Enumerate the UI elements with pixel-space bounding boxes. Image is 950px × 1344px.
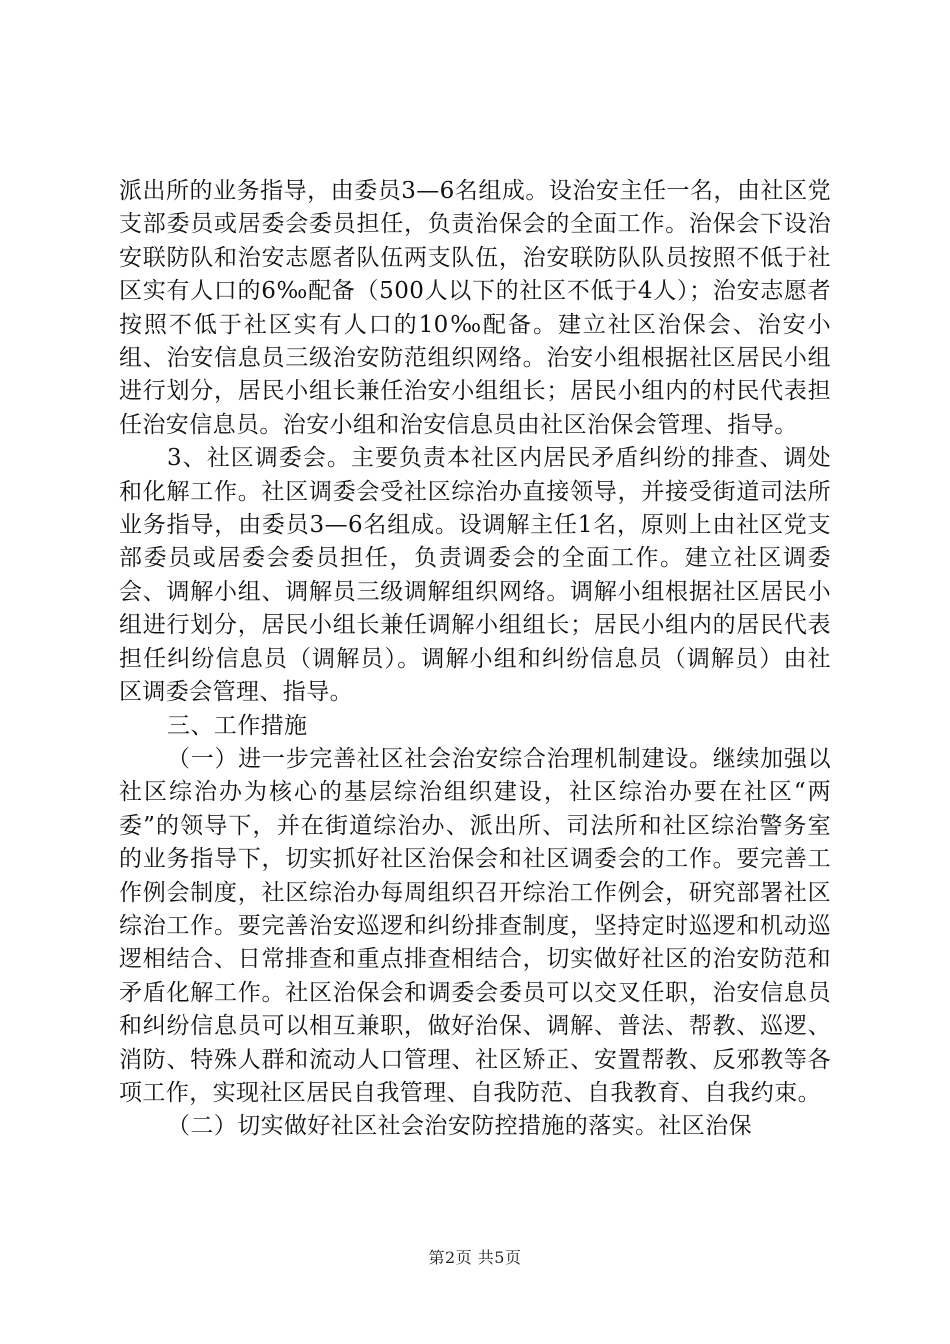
paragraph-3: （一）进一步完善社区社会治安综合治理机制建设。继续加强以社区综治办为核心的基层综治组织建设，社区综治办要在社区“两委”的领导下，并在街道综治办、派出所、司法所和社区综治警务室的业务指导下，切实抓好社区治保会和社区调委会的工作。要完善工作例会制度，社区综治办每周组织召开综治工作例会，研究部署社区综治工作。要完善治安巡逻和纠纷排查制度，坚持定时巡逻和机动巡逻相结合、日常排查和重点排查相结合，切实做好社区的治安防范和矛盾化解工作。社区治保会和调委会委员可以交叉任职，治安信息员和纠纷信息员可以相互兼职，做好治保、调解、普法、帮教、巡逻、消防、特殊人群和流动人口管理、社区矫正、安置帮教、反邪教等各项工作，实现社区居民自我管理、自我防范、自我教育、自我约束。 [119, 745, 831, 1106]
paragraph-1: 派出所的业务指导，由委员3—6名组成。设治安主任一名，由社区党支部委员或居委会委员担任，负责治保会的全面工作。治保会下设治安联防队和治安志愿者队伍两支队伍，治安联防队队员按照不低于社区实有人口的6‰配备（500人以下的社区不低于4人）；治安志愿者按照不低于社区实有人口的10‰配备。建立社区治保会、治安小组、治安信息员三级治安防范组织网络。治安小组根据社区居民小组进行划分，居民小组长兼任治安小组组长；居民小组内的村民代表担任治安信息员。治安小组和治安信息员由社区治保会管理、指导。 [119, 178, 831, 438]
paragraph-2: 3、社区调委会。主要负责本社区内居民矛盾纠纷的排查、调处和化解工作。社区调委会受社区综治办直接领导，并接受街道司法所业务指导，由委员3—6名组成。设调解主任1名，原则上由社区党支部委员或居委会委员担任，负责调委会的全面工作。建立社区调委会、调解小组、调解员三级调解组织网络。调解小组根据社区居民小组进行划分，居民小组长兼任调解小组组长；居民小组内的居民代表担任纠纷信息员（调解员）。调解小组和纠纷信息员（调解员）由社区调委会管理、指导。 [119, 445, 831, 706]
page-number-footer: 第2页 共5页 [428, 1248, 522, 1267]
section-heading-work-measures: 三、工作措施 [167, 712, 308, 739]
paragraph-4: （二）切实做好社区社会治安防控措施的落实。社区治保 [167, 1113, 752, 1140]
document-body [119, 175, 831, 1144]
